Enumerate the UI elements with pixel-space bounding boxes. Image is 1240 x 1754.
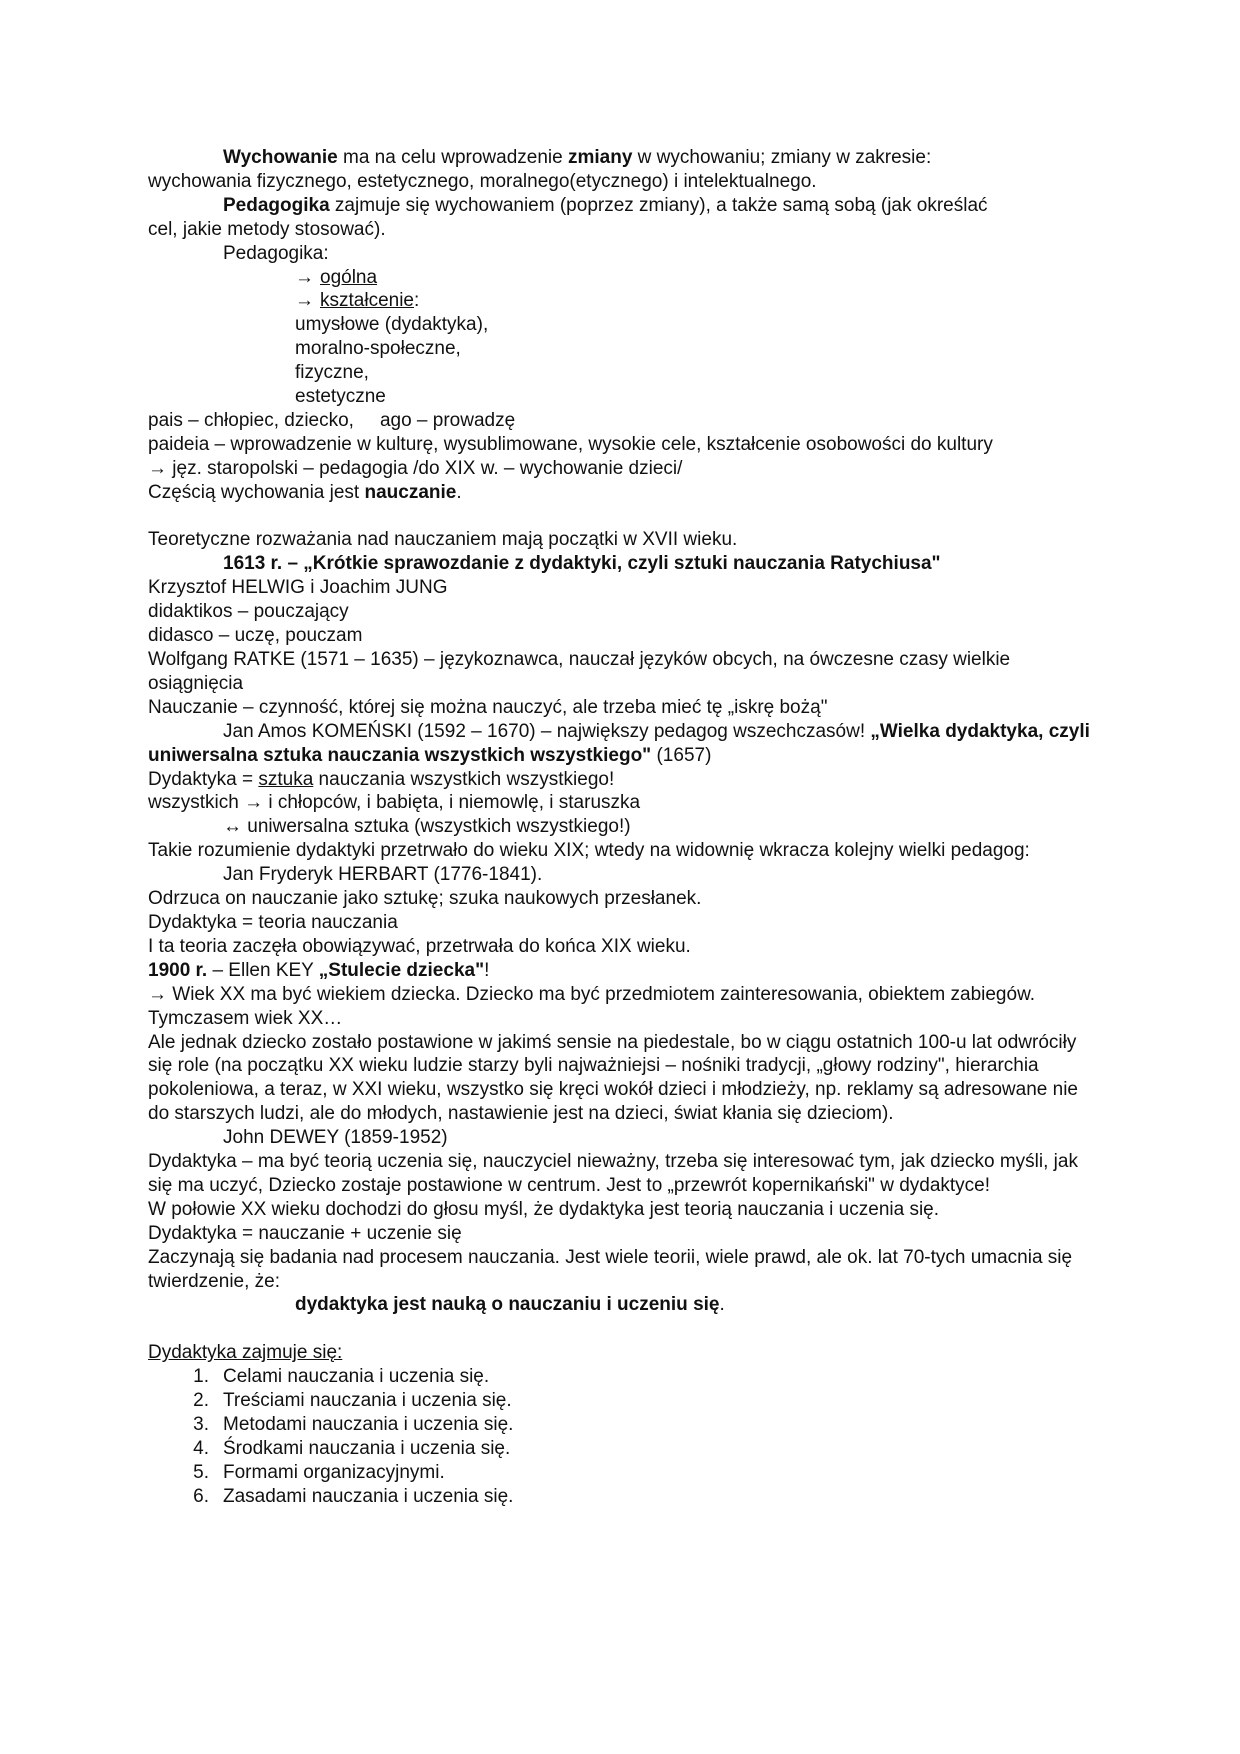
list-item: 1. Celami nauczania i uczenia się. xyxy=(193,1366,490,1388)
sub-item: estetyczne xyxy=(295,386,386,408)
document-page xyxy=(148,146,1098,1509)
history-line: wszystkich → i chłopców, i babięta, i niemowlę, i staruszka xyxy=(148,792,641,814)
list-item: 3. Metodami nauczania i uczenia się. xyxy=(193,1414,514,1435)
history-paragraph: Dydaktyka – ma być teorią uczenia się, nauczyciel nieważny, trzeba się interesować tym, jak dziecko myśli, jak się ma uczyć, Dziecko zostaje postawione w centrum. Jest to „przewrót kopernikański" w dydaktyce! xyxy=(148,1151,1078,1196)
history-line: Nauczanie – czynność, której się można nauczyć, ale trzeba mieć tę „iskrę bożą" xyxy=(148,696,828,718)
list-item: 2. Treściami nauczania i uczenia się. xyxy=(193,1390,512,1412)
history-line: W połowie XX wieku dochodzi do głosu myśl, że dydaktyka jest teorią nauczania i uczenia się. xyxy=(148,1198,940,1220)
arrow-right-icon: → xyxy=(295,266,314,288)
paragraph-nauczanie: Częścią wychowania jest nauczanie. xyxy=(148,481,462,503)
etymology-paideia: paideia – wprowadzenie w kulturę, wysublimowane, wysokie cele, kształcenie osobowości do kultury xyxy=(148,433,993,455)
history-line: Dydaktyka = teoria nauczania xyxy=(148,911,398,933)
list-item: 6. Zasadami nauczania i uczenia się. xyxy=(193,1485,514,1507)
history-line: Krzysztof HELWIG i Joachim JUNG xyxy=(148,577,448,599)
definition-statement: dydaktyka jest nauką o nauczaniu i uczeniu się. xyxy=(295,1294,725,1316)
history-paragraph: Takie rozumienie dydaktyki przetrwało do wieku XIX; wtedy na widownię wkracza kolejny wielki pedagog: xyxy=(148,840,1030,862)
history-1613: 1613 r. – „Krótkie sprawozdanie z dydaktyki, czyli sztuki nauczania Ratychiusa" xyxy=(223,553,941,575)
pedagogika-heading: Pedagogika: xyxy=(223,242,329,264)
history-line: didaktikos – pouczający xyxy=(148,601,349,623)
arrow-right-icon: → xyxy=(295,290,314,312)
sub-item: moralno-społeczne, xyxy=(295,338,461,360)
history-line: I ta teoria zaczęła obowiązywać, przetrwała do końca XIX wieku. xyxy=(148,935,691,957)
history-line: Dydaktyka = nauczanie + uczenie się xyxy=(148,1222,462,1244)
paragraph-line: wychowania fizycznego, estetycznego, moralnego(etycznego) i intelektualnego. xyxy=(148,170,817,192)
history-line: ↔ uniwersalna sztuka (wszystkich wszystkiego!) xyxy=(223,816,631,838)
list-item: 5. Formami organizacyjnymi. xyxy=(193,1461,445,1483)
sub-item: umysłowe (dydaktyka), xyxy=(295,314,489,336)
history-ratke: Wolfgang RATKE (1571 – 1635) – językoznawca, nauczał języków obcych, na ówczesne czasy wielkie osiągnięcia xyxy=(148,649,1011,694)
topics-heading: Dydaktyka zajmuje się: xyxy=(148,1342,343,1364)
history-line: didasco – uczę, pouczam xyxy=(148,625,363,647)
history-herbart: Jan Fryderyk HERBART (1776-1841). xyxy=(223,864,543,886)
etymology-pais: pais – chłopiec, dziecko, ago – prowadzę xyxy=(148,409,516,431)
list-item: 4. Środkami nauczania i uczenia się. xyxy=(193,1437,511,1459)
list-item-ksztalcenie: → kształcenie: xyxy=(295,290,420,312)
history-line: Odrzuca on nauczanie jako sztukę; szuka naukowych przesłanek. xyxy=(148,888,702,910)
history-komenski: Jan Amos KOMEŃSKI (1592 – 1670) – największy pedagog wszechczasów! „Wielka dydaktyka, czyli uniwersalna sztuka nauczania wszystkich wszystkiego" (1657) xyxy=(148,720,1090,766)
history-dewey: John DEWEY (1859-1952) xyxy=(223,1127,448,1149)
history-paragraph: → Wiek XX ma być wiekiem dziecka. Dziecko ma być przedmiotem zainteresowania, obiektem zabiegów. Tymczasem wiek XX… xyxy=(148,983,1036,1029)
list-item-ogolna: → ogólna xyxy=(295,266,378,288)
history-line: Dydaktyka = sztuka nauczania wszystkich wszystkiego! xyxy=(148,768,615,790)
etymology-staropolski: → jęz. staropolski – pedagogia /do XIX w. – wychowanie dzieci/ xyxy=(148,457,683,479)
topics-list xyxy=(148,1365,1098,1508)
history-line: Teoretyczne rozważania nad nauczaniem mają początki w XVII wieku. xyxy=(148,529,738,551)
paragraph-pedagogika: Pedagogika zajmuje się wychowaniem (poprzez zmiany), a także samą sobą (jak określać xyxy=(223,194,988,216)
sub-item: fizyczne, xyxy=(295,362,369,384)
paragraph-line: cel, jakie metody stosować). xyxy=(148,218,386,240)
history-paragraph: Ale jednak dziecko zostało postawione w jakimś sensie na piedestale, bo w ciągu ostatnich 100-u lat odwróciły się role (na początku XX wieku ludzie starzy byli najważniejsi – nośniki tradycji, „głowy rodziny", hierarchia pokoleniowa, a teraz, w XXI wieku, wszystko się kręci wokół dzieci i młodzieży, np. reklamy są adresowane nie do starszych ludzi, ale do młodych, nastawienie jest na dzieci, świat kłania się dzieciom). xyxy=(148,1031,1078,1125)
history-paragraph: Zaczynają się badania nad procesem nauczania. Jest wiele teorii, wiele prawd, ale ok. lat 70-tych umacnia się twierdzenie, że: xyxy=(148,1246,1073,1292)
paragraph-wychowanie: Wychowanie ma na celu wprowadzenie zmiany w wychowaniu; zmiany w zakresie: xyxy=(223,147,932,168)
history-1900: 1900 r. – Ellen KEY „Stulecie dziecka"! xyxy=(148,959,490,981)
